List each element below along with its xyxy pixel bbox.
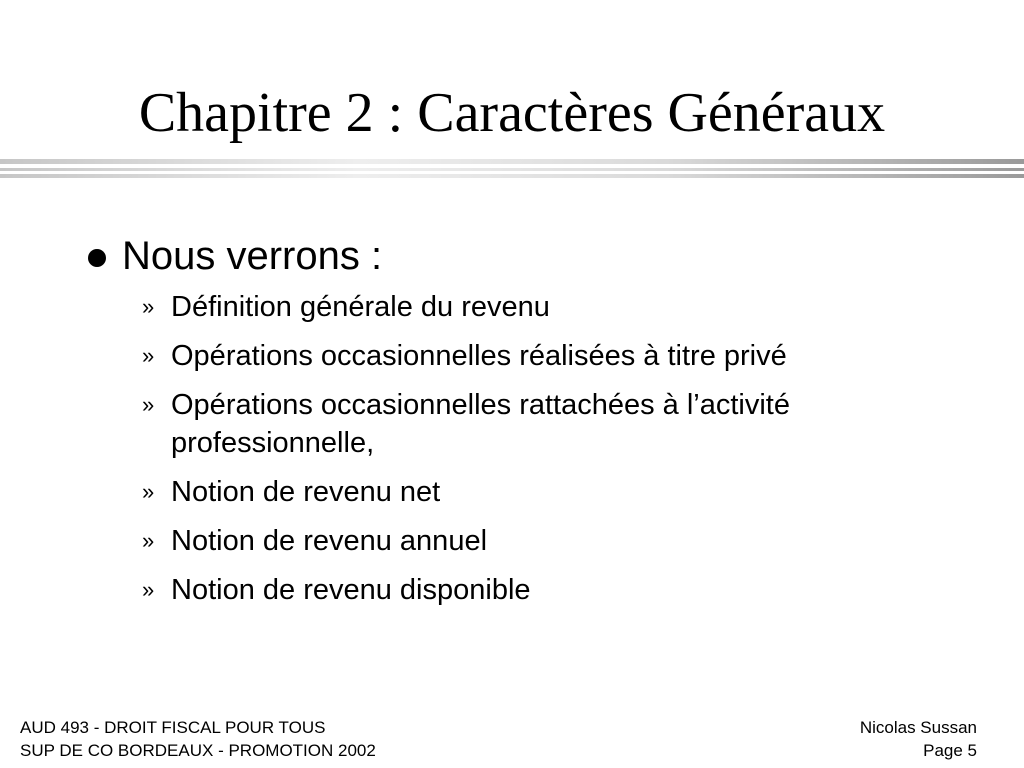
- guillemet-marker-icon: »: [142, 294, 155, 319]
- footer-school: SUP DE CO BORDEAUX - PROMOTION 2002: [20, 741, 376, 760]
- sub-bullet-item: [142, 337, 982, 375]
- sub-bullet-item: [142, 288, 982, 326]
- guillemet-marker-icon: »: [142, 343, 155, 368]
- guillemet-marker-icon: »: [142, 577, 155, 602]
- sub-bullet-text: Notion de revenu disponible: [171, 574, 531, 606]
- sub-bullet-text: Opérations occasionnelles réalisées à titre privé: [171, 340, 787, 372]
- footer-right: [860, 716, 977, 762]
- sub-bullet-list: [142, 288, 982, 620]
- guillemet-marker-icon: »: [142, 392, 155, 417]
- sub-bullet-text: Notion de revenu annuel: [171, 525, 488, 557]
- footer-left: [20, 716, 376, 762]
- bullet-dot-icon: [88, 249, 106, 267]
- guillemet-marker-icon: »: [142, 528, 155, 553]
- title-divider-middle: [0, 168, 1024, 171]
- sub-bullet-item: [142, 386, 982, 462]
- guillemet-marker-icon: »: [142, 479, 155, 504]
- main-bullet: [88, 230, 382, 282]
- sub-bullet-text: Opérations occasionnelles rattachées à l’activité professionnelle,: [171, 389, 790, 459]
- title-divider-bottom: [0, 174, 1024, 178]
- footer-course: AUD 493 - DROIT FISCAL POUR TOUS: [20, 718, 326, 737]
- footer-author: Nicolas Sussan: [859, 718, 977, 737]
- title-divider-top: [0, 159, 1024, 164]
- sub-bullet-text: Notion de revenu net: [171, 476, 441, 508]
- main-bullet-text: Nous verrons :: [122, 234, 383, 278]
- sub-bullet-item: [142, 522, 982, 560]
- sub-bullet-item: [142, 571, 982, 609]
- sub-bullet-item: [142, 473, 982, 511]
- sub-bullet-text: Définition générale du revenu: [171, 291, 550, 323]
- page-number: Page 5: [923, 741, 977, 760]
- slide-title: Chapitre 2 : Caractères Généraux: [138, 82, 886, 144]
